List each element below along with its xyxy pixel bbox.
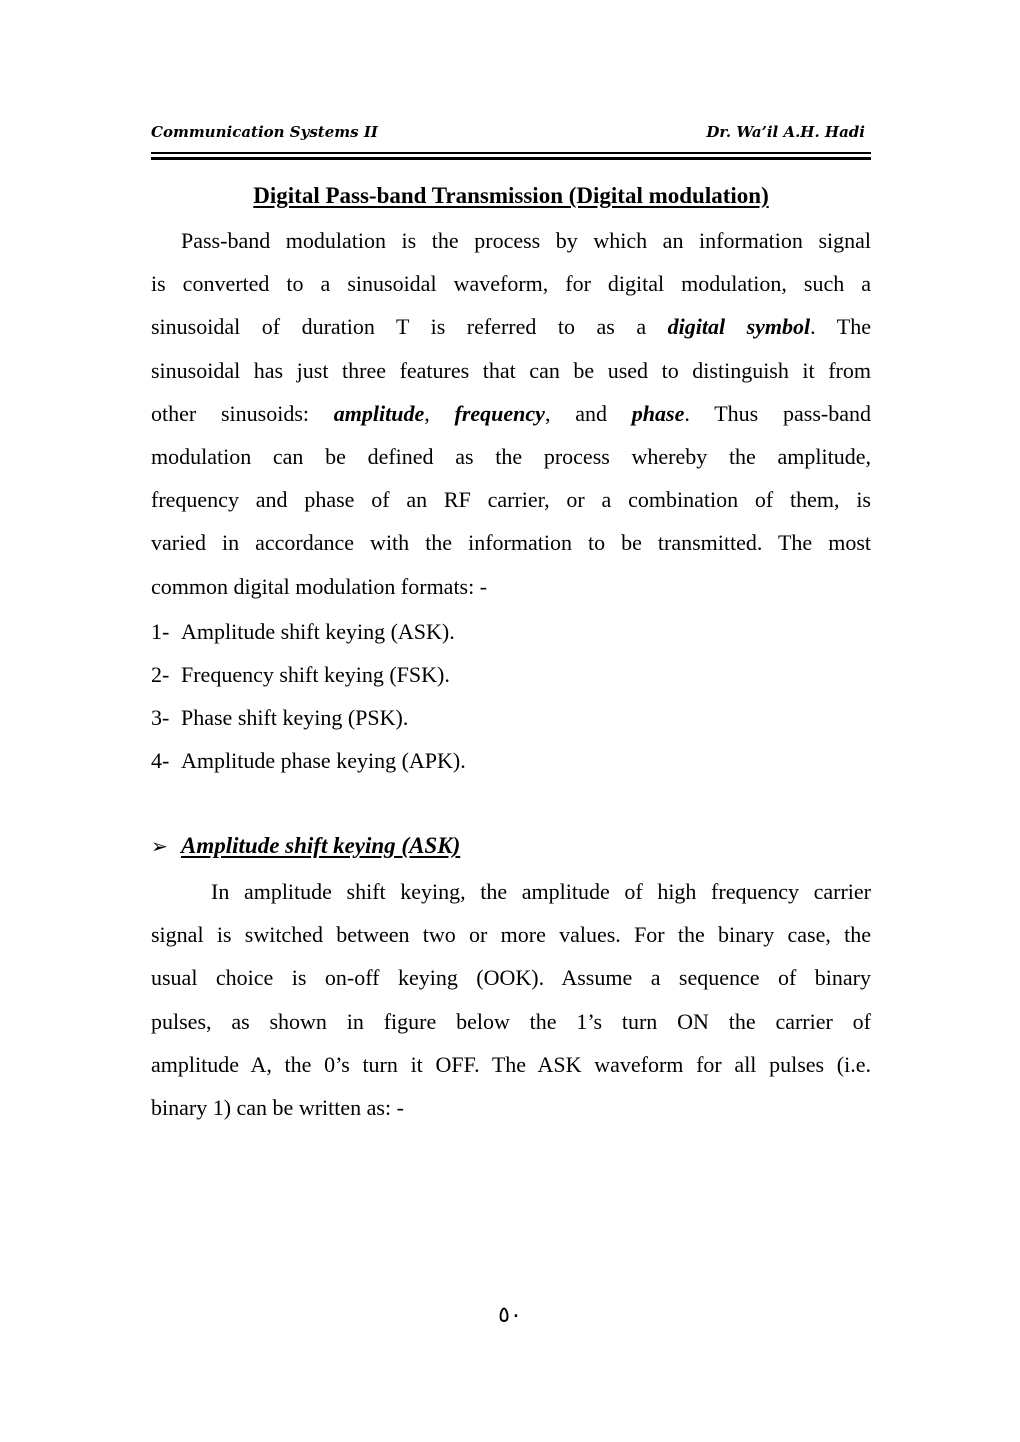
term-phase: phase xyxy=(631,400,685,426)
text-run: , xyxy=(424,400,455,426)
list-text: Amplitude phase keying (APK). xyxy=(181,748,466,773)
intro-line xyxy=(151,312,871,355)
list-item xyxy=(151,617,871,660)
term-digital-symbol: digital symbol xyxy=(667,314,811,340)
header-rule-thin xyxy=(151,152,871,154)
intro-line xyxy=(151,399,871,442)
section-title: Amplitude shift keying (ASK) xyxy=(181,833,461,858)
ask-line: In amplitude shift keying, the amplitude of high frequency carrier xyxy=(211,879,871,904)
text-run: , and xyxy=(544,400,632,426)
intro-line: modulation can be defined as the process whereby the amplitude, xyxy=(151,443,871,469)
section-heading xyxy=(151,833,460,859)
header-author: Dr. Wa’il A.H. Hadi xyxy=(706,123,865,141)
list-text: Phase shift keying (PSK). xyxy=(181,705,409,730)
list-item xyxy=(151,746,871,789)
page-header xyxy=(151,120,871,146)
ask-line: amplitude A, the 0’s turn it OFF. The ASK waveform for all pulses (i.e. xyxy=(151,1051,871,1077)
list-number: 3- xyxy=(151,705,170,730)
ask-line: usual choice is on-off keying (OOK). Assume a sequence of binary xyxy=(151,965,871,991)
term-amplitude: amplitude xyxy=(333,400,425,426)
intro-line: sinusoidal has just three features that can be used to distinguish it from xyxy=(151,357,871,383)
list-number: 2- xyxy=(151,662,170,687)
list-number: 4- xyxy=(151,748,170,773)
intro-line: is converted to a sinusoidal waveform, for digital modulation, such a xyxy=(151,271,871,297)
text-run: other sinusoids: xyxy=(151,400,334,426)
arrow-bullet-icon: ➢ xyxy=(151,834,168,858)
intro-paragraph xyxy=(151,226,871,615)
header-rule-thick xyxy=(151,157,871,160)
list-text: Amplitude shift keying (ASK). xyxy=(181,619,455,644)
intro-line: common digital modulation formats: - xyxy=(151,573,488,599)
list-number: 1- xyxy=(151,619,170,644)
ask-paragraph xyxy=(151,877,871,1136)
ask-line: pulses, as shown in figure below the 1’s turn ON the carrier of xyxy=(151,1008,871,1034)
intro-line: varied in accordance with the information to be transmitted. The most xyxy=(151,530,871,556)
header-course-title: Communication Systems II xyxy=(151,123,378,141)
text-run: . The xyxy=(810,314,871,340)
text-run: sinusoidal of duration T is referred to as a xyxy=(151,314,668,340)
intro-line: Pass-band modulation is the process by which an information signal xyxy=(181,228,871,253)
list-text: Frequency shift keying (FSK). xyxy=(181,662,450,687)
modulation-format-list xyxy=(151,617,871,789)
ask-line: binary 1) can be written as: - xyxy=(151,1094,404,1120)
page-title: Digital Pass-band Transmission (Digital modulation) xyxy=(253,183,769,208)
term-frequency: frequency xyxy=(454,400,545,426)
text-run: . Thus pass-band xyxy=(684,400,871,426)
intro-line: frequency and phase of an RF carrier, or a combination of them, is xyxy=(151,487,871,513)
ask-line: signal is switched between two or more values. For the binary case, the xyxy=(151,922,871,948)
list-item xyxy=(151,660,871,703)
page-number: ٥٠ xyxy=(498,1303,522,1328)
list-item xyxy=(151,703,871,746)
